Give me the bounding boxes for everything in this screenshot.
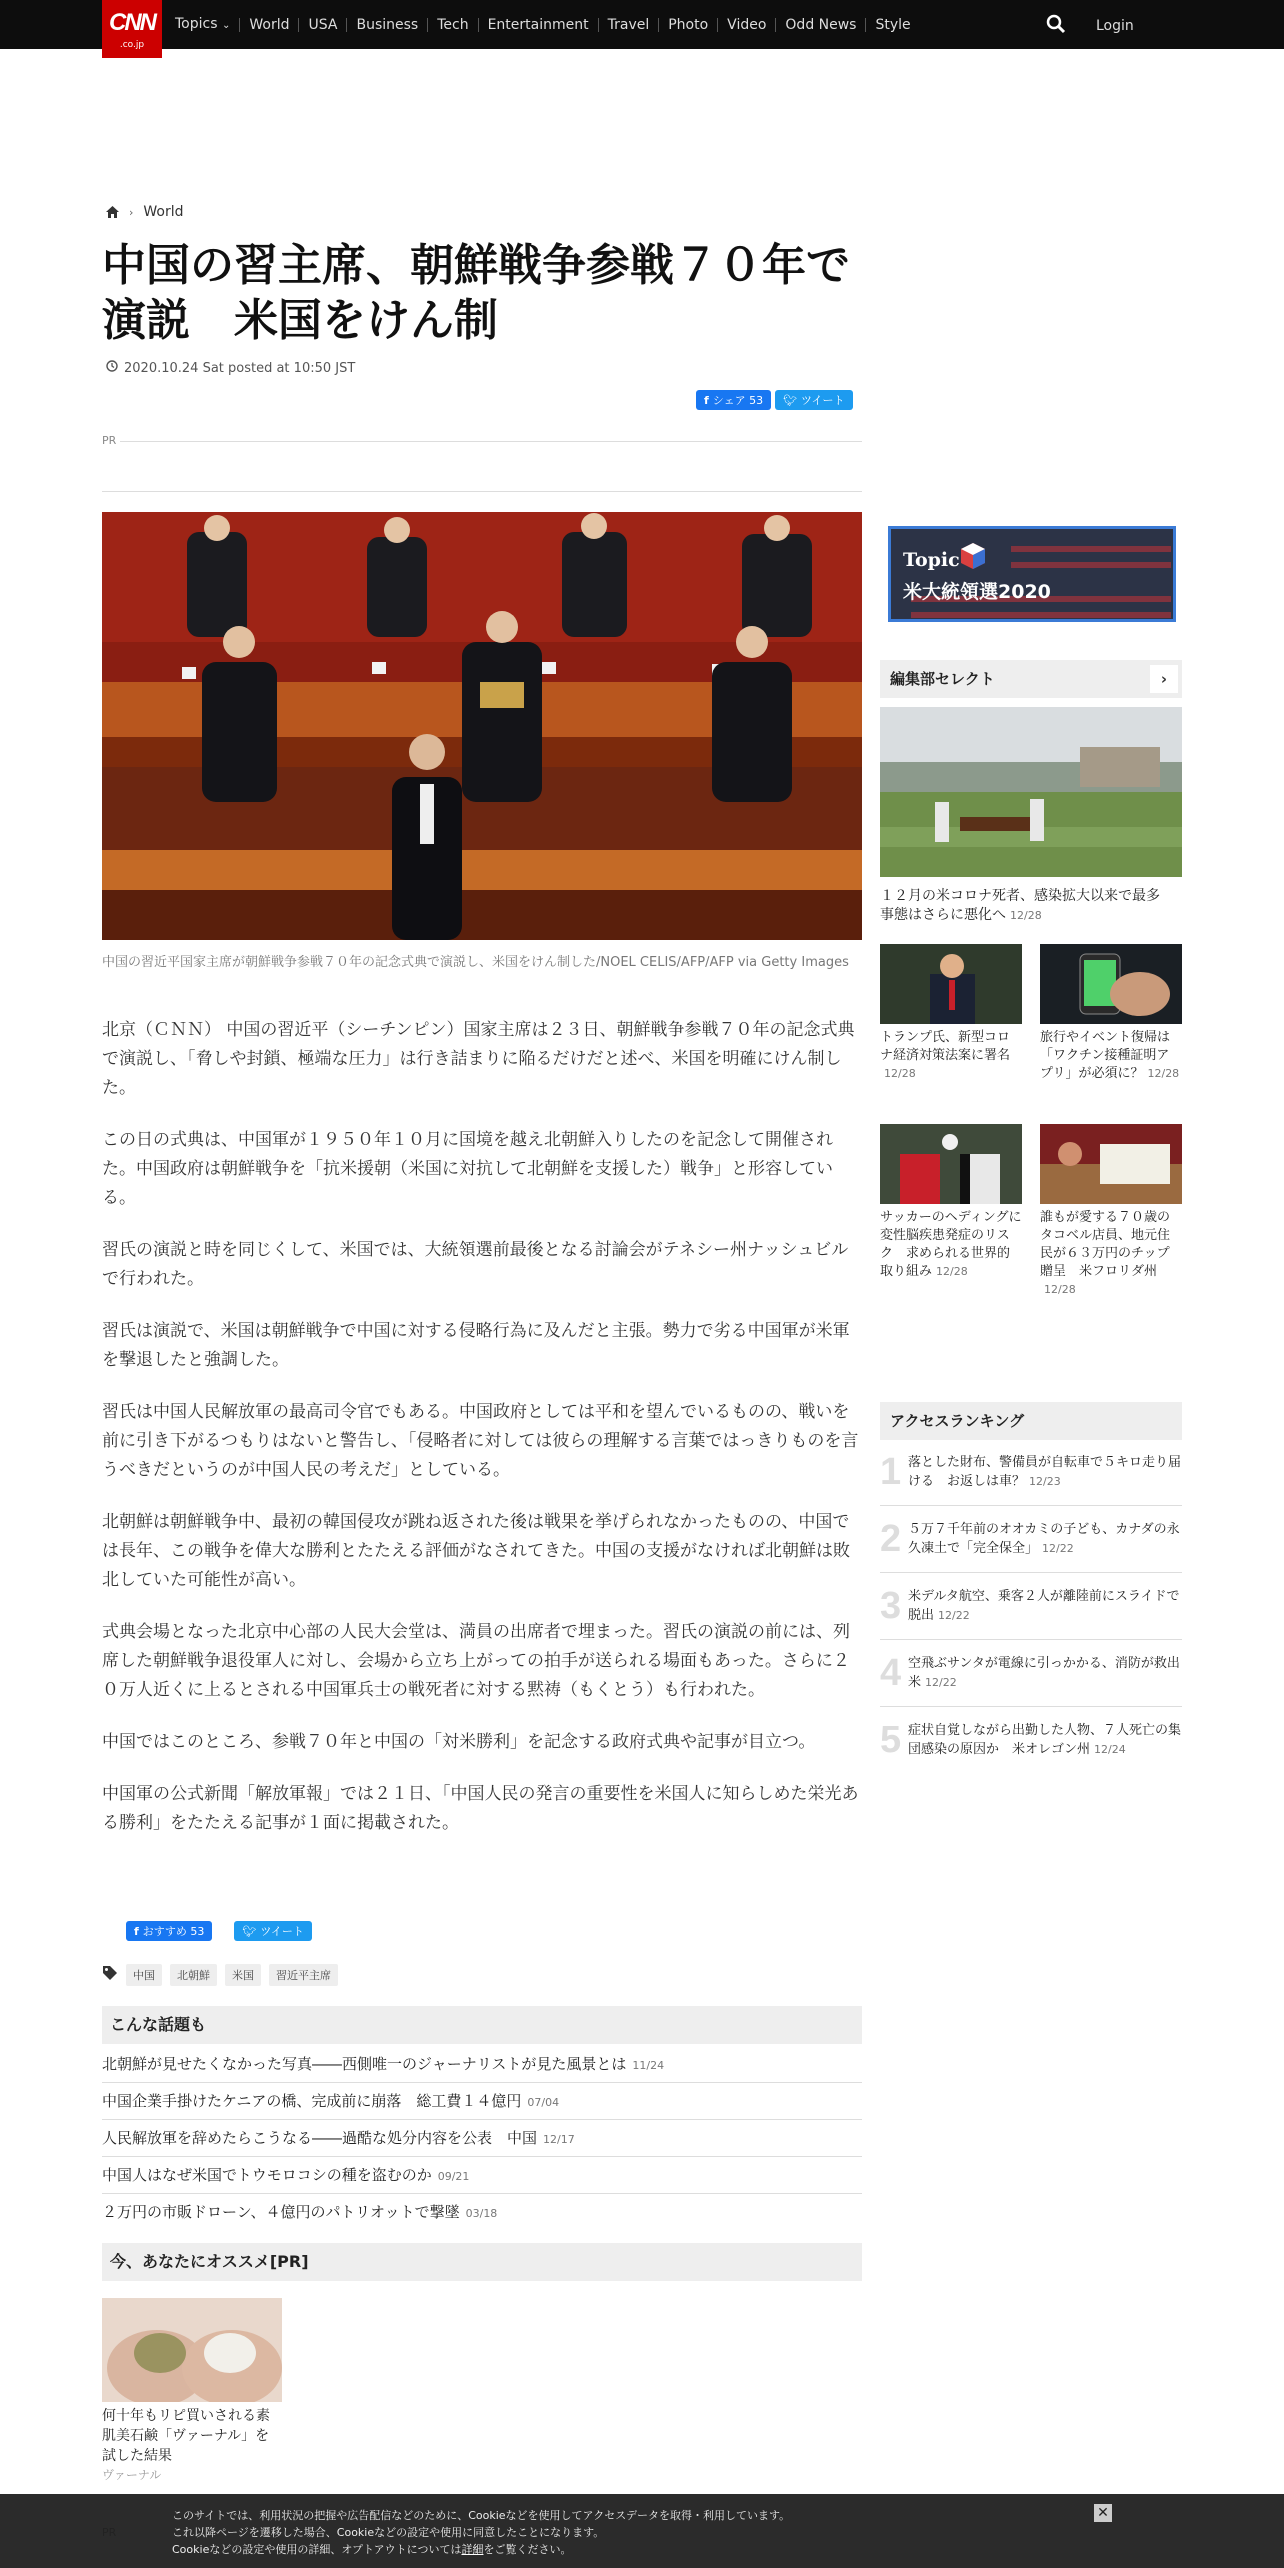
nav-item-photo[interactable]: Photo (658, 18, 717, 32)
ranking-heading: アクセスランキング (880, 1402, 1182, 1440)
article-thumbnail (880, 944, 1022, 1024)
article-paragraph: 中国軍の公式新聞「解放軍報」では２１日、「中国人民の発言の重要性を米国人に知らしめた栄光ある勝利」をたたえる記事が１面に掲載された。 (102, 1784, 859, 1833)
divider (120, 441, 862, 442)
tag-usa[interactable]: 米国 (225, 1964, 261, 1986)
article-paragraph: 式典会場となった北京中心部の人民大会堂は、満員の出席者で埋まった。習氏の演説の前には、列席した朝鮮戦争退役軍人に対し、会場から立ち上がっての拍手が送られる場面もあった。さらに２０万人近くに上るとされる中国軍兵士の戦死者に対する黙祷（もくとう）も行われた。 (102, 1622, 850, 1700)
twitter-icon: 🐦︎ (783, 393, 798, 407)
nav-item-usa[interactable]: USA (298, 18, 346, 32)
chevron-right-icon[interactable]: › (1150, 665, 1178, 693)
article-photo (102, 512, 862, 940)
facebook-icon: f (134, 1924, 139, 1938)
article-paragraph: 習氏は演説で、米国は朝鮮戦争で中国に対する侵略行為に及んだと主張。勢力で劣る中国軍が米軍を撃退したと強調した。 (102, 1321, 850, 1370)
article-paragraph: 中国ではこのところ、参戦７０年と中国の「対米勝利」を記念する政府式典や記事が目立つ。 (102, 1732, 816, 1752)
article-paragraph: 北朝鮮は朝鮮戦争中、最初の韓国侵攻が跳ね返された後は戦果を挙げられなかったものの、中国では長年、この戦争を偉大な勝利とたたえる評価がなされてきた。中国の支援がなければ北朝鮮は敗北していた可能性が高い。 (102, 1512, 850, 1590)
article-thumbnail (1040, 1124, 1182, 1204)
facebook-icon: f (704, 393, 709, 407)
clock-icon (106, 360, 118, 376)
ranking-item[interactable]: 2 ５万７千年前のオオカミの子ども、カナダの永久凍土で「完全保全」 12/22 (880, 1506, 1182, 1573)
cookie-text: このサイトでは、利用状況の把握や広告配信などのために、Cookieなどを使用してアクセスデータを取得・利用しています。 これ以降ページを遷移した場合、Cookieなどの設定や使用に同意したことになります。 Cookieなどの設定や使用の詳細、オプトアウトについては詳細をご覧ください。 (172, 2509, 791, 2556)
breadcrumb-world[interactable]: World (143, 204, 184, 220)
topic-title: 米大統領選2020 (903, 581, 1051, 603)
tag-xi-jinping[interactable]: 習近平主席 (269, 1964, 338, 1986)
recommend-card[interactable] (102, 2298, 282, 2483)
feature-image (880, 707, 1182, 877)
recommend-source: ヴァーナル (102, 2468, 162, 2482)
cnn-logo[interactable] (102, 0, 162, 58)
feature-date: 12/28 (1010, 909, 1042, 922)
related-item[interactable]: 人民解放軍を辞めたらこうなる――過酷な処分内容を公表 中国 12/17 (102, 2120, 862, 2157)
recommend-text: 何十年もリピ買いされる素肌美石鹸「ヴァーナル」を試した結果 (102, 2408, 270, 2464)
nav-item-business[interactable]: Business (346, 18, 427, 32)
article-paragraph: この日の式典は、中国軍が１９５０年１０月に国境を越え北朝鮮入りしたのを記念して開催された。中国政府は朝鮮戦争を「抗米援朝（米国に対抗して北朝鮮を支援した）戦争」と形容している。 (102, 1130, 833, 1208)
article-body (102, 1016, 862, 1861)
twitter-icon: 🐦︎ (242, 1924, 257, 1938)
logo-subtext: .co.jp (119, 40, 145, 50)
article-date (106, 360, 355, 376)
related-item[interactable]: ２万円の市販ドローン、４億円のパトリオットで撃墜 03/18 (102, 2203, 498, 2221)
date-text: 2020.10.24 Sat posted at 10:50 JST (124, 360, 356, 376)
feature-title: １２月の米コロナ死者、感染拡大以来で最多 事態はさらに悪化へ (880, 888, 1174, 923)
pr-label: PR (102, 434, 117, 447)
article-paragraph: 習氏は中国人民解放軍の最高司令官でもある。中国政府としては平和を望んでいるものの、戦いを前に引き下がるつもりはないと警告し、「侵略者に対しては彼らの理解する言葉ではっきりものを言うべきだというのが中国人民の考えだ」としている。 (102, 1402, 859, 1480)
nav-item-tech[interactable]: Tech (427, 18, 477, 32)
login-link[interactable]: Login (1096, 18, 1134, 34)
facebook-recommend-button[interactable]: f おすすめ 53 (126, 1921, 212, 1941)
tag-north-korea[interactable]: 北朝鮮 (170, 1964, 217, 1986)
nav-menu (166, 0, 920, 49)
related-heading: こんな話題も (102, 2006, 862, 2044)
related-item[interactable]: 中国企業手掛けたケニアの橋、完成前に崩落 総工費１４億円 07/04 (102, 2083, 862, 2120)
ranking-item[interactable]: 1 落とした財布、警備員が自転車で５キロ走り届ける お返しは車？ 12/23 (880, 1439, 1182, 1506)
recommend-heading: 今、あなたにオススメ[PR] (102, 2243, 862, 2281)
related-list (102, 2046, 862, 2230)
related-item[interactable]: 北朝鮮が見せたくなかった写真――西側唯一のジャーナリストが見た風景とは 11/24 (102, 2046, 862, 2083)
tag-list (102, 1964, 338, 1986)
article-paragraph: 習氏の演説と時を同じくして、米国では、大統領選前最後となる討論会がテネシー州ナッシュビルで行われた。 (102, 1240, 849, 1289)
nav-item-travel[interactable]: Travel (598, 18, 659, 32)
nav-item-odd-news[interactable]: Odd News (775, 18, 865, 32)
tag-china[interactable]: 中国 (126, 1964, 162, 1986)
top-navigation (0, 0, 1284, 49)
ranking-item[interactable]: 3 米デルタ航空、乗客２人が離陸前にスライドで脱出 12/22 (880, 1573, 1182, 1640)
chevron-down-icon: ⌄ (221, 19, 231, 31)
logo-text: CNN (109, 9, 155, 36)
nav-item-entertainment[interactable]: Entertainment (478, 18, 598, 32)
nav-item-world[interactable]: World (239, 18, 298, 32)
ranking-list (880, 1439, 1193, 1773)
editor-article[interactable]: 旅行やイベント復帰は「ワクチン接種証明アプリ」が必須に？ 12/28 (1040, 944, 1182, 1083)
cookie-consent-bar (0, 2494, 1284, 2568)
nav-item-topics[interactable]: Topics ⌄ (175, 15, 231, 32)
related-item[interactable]: 中国人はなぜ米国でトウモロコシの種を盗むのか 09/21 (102, 2157, 862, 2194)
editor-article[interactable]: 誰もが愛する７０歳のタコベル店員、地元住民が６３万円のチップ贈呈 米フロリダ州12/28 (1040, 1124, 1182, 1299)
share-buttons-bottom (126, 1921, 312, 1941)
twitter-tweet-button[interactable]: 🐦︎ ツイート (234, 1921, 311, 1941)
ranking-item[interactable]: 4 空飛ぶサンタが電線に引っかかる、消防が救出 米 12/22 (880, 1640, 1182, 1707)
ranking-item[interactable]: 5 症状自覚しながら出勤した人物、７人死亡の集団感染の原因か 米オレゴン州 12/24 (880, 1718, 1182, 1761)
photo-caption: 中国の習近平国家主席が朝鮮戦争参戦７０年の記念式典で演説し、米国をけん制した/NOEL CELIS/AFP/AFP via Getty Images (102, 955, 849, 970)
editor-select-heading: 編集部セレクト › (880, 660, 1182, 698)
divider (102, 491, 862, 492)
article-paragraph: 北京（ＣＮＮ） 中国の習近平（シーチンピン）国家主席は２３日、朝鮮戦争参戦７０年の記念式典で演説し、「脅しや封鎖、極端な圧力」は行き詰まりに陥るだけだと述べ、米国を明確にけん制した。 (102, 1020, 855, 1098)
home-icon[interactable] (106, 206, 119, 218)
topic-label: Topic (903, 549, 960, 571)
close-icon[interactable]: ✕ (1094, 2504, 1112, 2522)
breadcrumb (106, 204, 184, 220)
article-thumbnail (880, 1124, 1022, 1204)
cookie-details-link[interactable]: 詳細 (461, 2543, 484, 2556)
topic-banner[interactable] (888, 526, 1176, 622)
chevron-right-icon: › (129, 205, 134, 219)
share-buttons-top (696, 390, 853, 410)
facebook-share-button[interactable]: f シェア 53 (696, 390, 771, 410)
editor-article[interactable]: サッカーのヘディングに変性脳疾患発症のリスク 求められる世界的取り組み 12/28 (880, 1124, 1022, 1281)
article-thumbnail (1040, 944, 1182, 1024)
nav-item-video[interactable]: Video (717, 18, 775, 32)
tag-icon (102, 1965, 118, 1985)
twitter-tweet-button[interactable]: 🐦︎ ツイート (775, 390, 852, 410)
nav-item-style[interactable]: Style (865, 18, 919, 32)
search-icon[interactable] (1046, 14, 1066, 34)
editor-feature-article[interactable] (880, 707, 1182, 925)
article-title: 中国の習主席、朝鮮戦争参戦７０年で演説 米国をけん制 (102, 240, 850, 346)
recommend-image (102, 2298, 282, 2402)
editor-article[interactable]: トランプ氏、新型コロナ経済対策法案に署名12/28 (880, 944, 1022, 1083)
